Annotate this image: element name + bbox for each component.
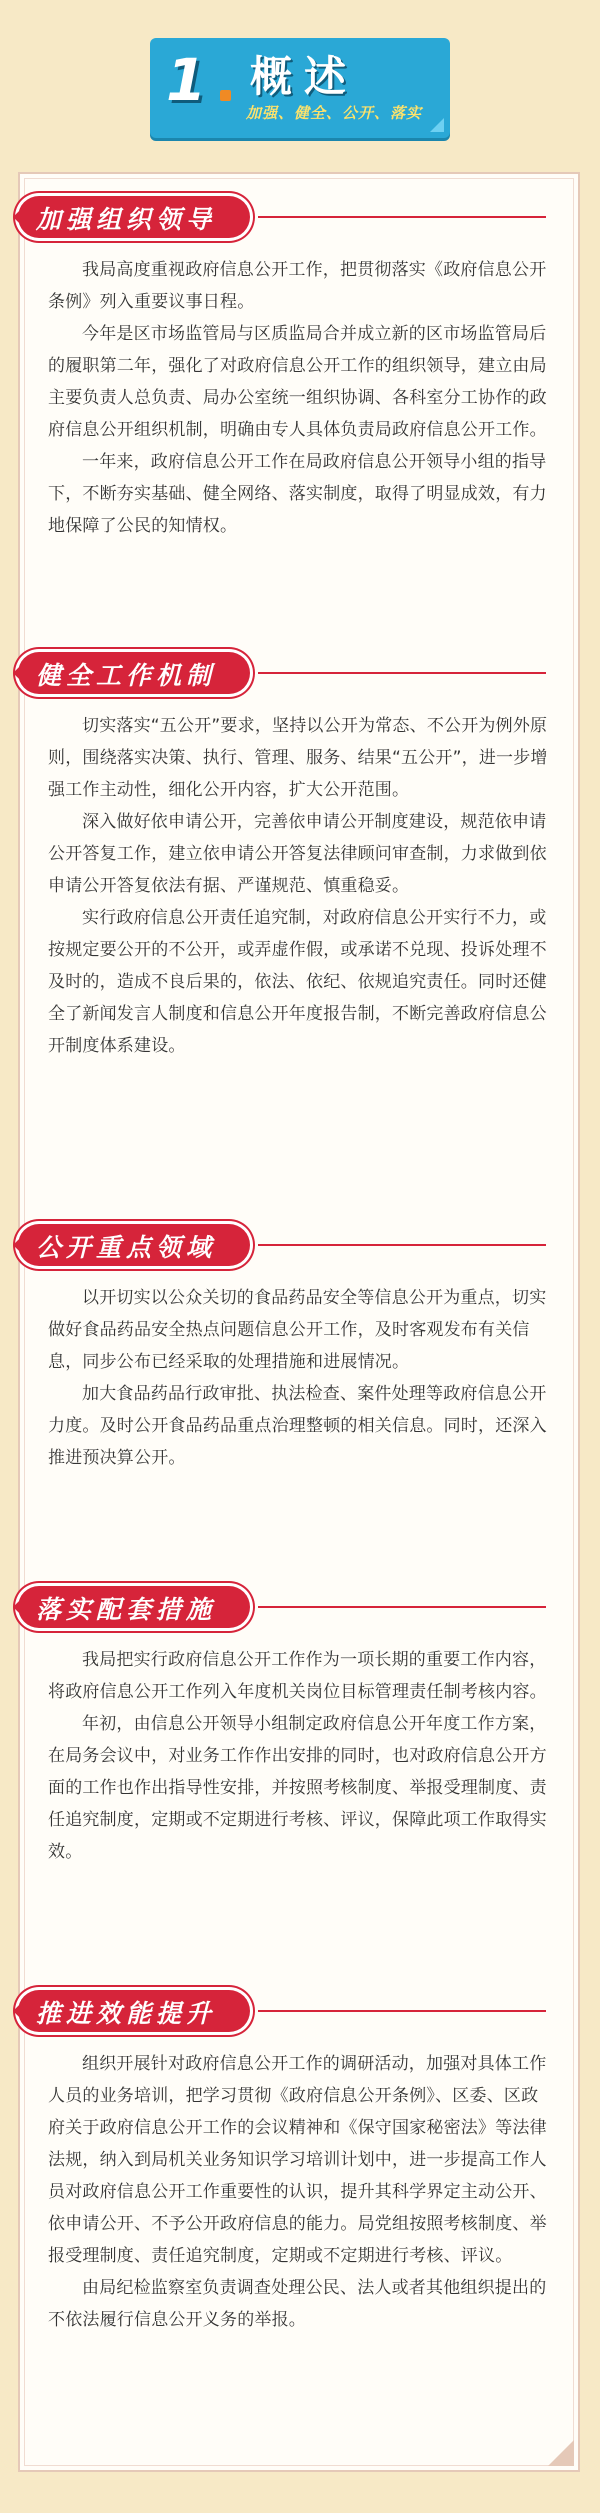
section-body: [18, 710, 570, 1062]
heading-rule: [258, 1606, 546, 1608]
banner-title: 概述: [250, 52, 359, 101]
section-body: [18, 1282, 570, 1474]
paragraph: 一年来，政府信息公开工作在局政府信息公开领导小组的指导下，不断夯实基础、健全网络、落实制度，取得了明显成效，有力地保障了公民的知情权。: [48, 452, 547, 536]
paragraph: 深入做好依申请公开，完善依申请公开制度建设，规范依申请公开答复工作，建立依申请公开答复法律顾问审查制，力求做到依申请公开答复依法有据、严谨规范、慎重稳妥。: [48, 812, 547, 896]
paragraph: 由局纪检监察室负责调查处理公民、法人或者其他组织提出的不依法履行信息公开义务的举报。: [48, 2278, 547, 2330]
heading-badge: [18, 1586, 250, 1628]
section-supporting-measures: [18, 1586, 570, 1868]
heading-text: 健全工作机制: [36, 661, 217, 690]
heading-text: 推进效能提升: [36, 1999, 217, 2028]
heading-text: 落实配套措施: [36, 1595, 217, 1624]
paragraph: 我局把实行政府信息公开工作作为一项长期的重要工作内容，将政府信息公开工作列入年度机关岗位目标管理责任制考核内容。: [48, 1650, 547, 1702]
paragraph: 年初，由信息公开领导小组制定政府信息公开年度工作方案，在局务会议中，对业务工作作出安排的同时，也对政府信息公开方面的工作也作出指导性安排，并按照考核制度、举报受理制度、责任追究制度，定期或不定期进行考核、评议，保障此项工作取得实效。: [48, 1714, 547, 1862]
section-body: [18, 2048, 570, 2336]
banner-dot-icon: [220, 90, 231, 101]
section-heading: [18, 1990, 570, 2036]
paragraph: 我局高度重视政府信息公开工作，把贯彻落实《政府信息公开条例》列入重要议事日程。: [48, 260, 547, 312]
section-improve-mechanism: [18, 652, 570, 1062]
heading-text: 加强组织领导: [36, 205, 217, 234]
section-heading: [18, 1586, 570, 1632]
heading-badge: [18, 196, 250, 238]
heading-text: 公开重点领域: [36, 1233, 217, 1262]
section-heading: [18, 196, 570, 242]
banner-subtitle: 加强、健全、公开、落实: [246, 104, 423, 122]
section-efficiency: [18, 1990, 570, 2336]
section-body: [18, 254, 570, 542]
section-heading: [18, 652, 570, 698]
paragraph: 切实落实“五公开”要求，坚持以公开为常态、不公开为例外原则，围绕落实决策、执行、管理、服务、结果“五公开”，进一步增强工作主动性，细化公开内容，扩大公开范围。: [48, 716, 548, 800]
card-corner-decoration: [548, 2440, 574, 2466]
heading-badge: [18, 652, 250, 694]
heading-rule: [258, 2010, 546, 2012]
heading-badge: [18, 1224, 250, 1266]
header-banner: [150, 38, 450, 138]
paragraph: 加大食品药品行政审批、执法检查、案件处理等政府信息公开力度。及时公开食品药品重点治理整顿的相关信息。同时，还深入推进预决算公开。: [48, 1384, 547, 1468]
banner-number: 1: [166, 46, 207, 114]
heading-badge: [18, 1990, 250, 2032]
paragraph: 实行政府信息公开责任追究制，对政府信息公开实行不力，或按规定要公开的不公开，或弄虚作假，或承诺不兑现、投诉处理不及时的，造成不良后果的，依法、依纪、依规追究责任。同时还健全了新闻发言人制度和信息公开年度报告制，不断完善政府信息公开制度体系建设。: [48, 908, 547, 1056]
banner-corner-decoration: [430, 118, 444, 132]
heading-rule: [258, 216, 546, 218]
section-strengthen-leadership: [18, 196, 570, 542]
paragraph: 组织开展针对政府信息公开工作的调研活动，加强对具体工作人员的业务培训，把学习贯彻《政府信息公开条例》、区委、区政府关于政府信息公开工作的会议精神和《保守国家秘密法》等法律法规，纳入到局机关业务知识学习培训计划中，进一步提高工作人员对政府信息公开工作重要性的认识，提升其科学界定主动公开、依申请公开、不予公开政府信息的能力。局党组按照考核制度、举报受理制度、责任追究制度，定期或不定期进行考核、评议。: [48, 2054, 547, 2266]
heading-rule: [258, 1244, 546, 1246]
section-heading: [18, 1224, 570, 1270]
section-body: [18, 1644, 570, 1868]
heading-rule: [258, 672, 546, 674]
paragraph: 今年是区市场监管局与区质监局合并成立新的区市场监管局后的履职第二年，强化了对政府信息公开工作的组织领导，建立由局主要负责人总负责、局办公室统一组织协调、各科室分工协作的政府信息公开组织机制，明确由专人具体负责局政府信息公开工作。: [48, 324, 547, 440]
section-key-areas: [18, 1224, 570, 1474]
paragraph: 以开切实以公众关切的食品药品安全等信息公开为重点，切实做好食品药品安全热点问题信息公开工作，及时客观发布有关信息，同步公布已经采取的处理措施和进展情况。: [48, 1288, 547, 1372]
